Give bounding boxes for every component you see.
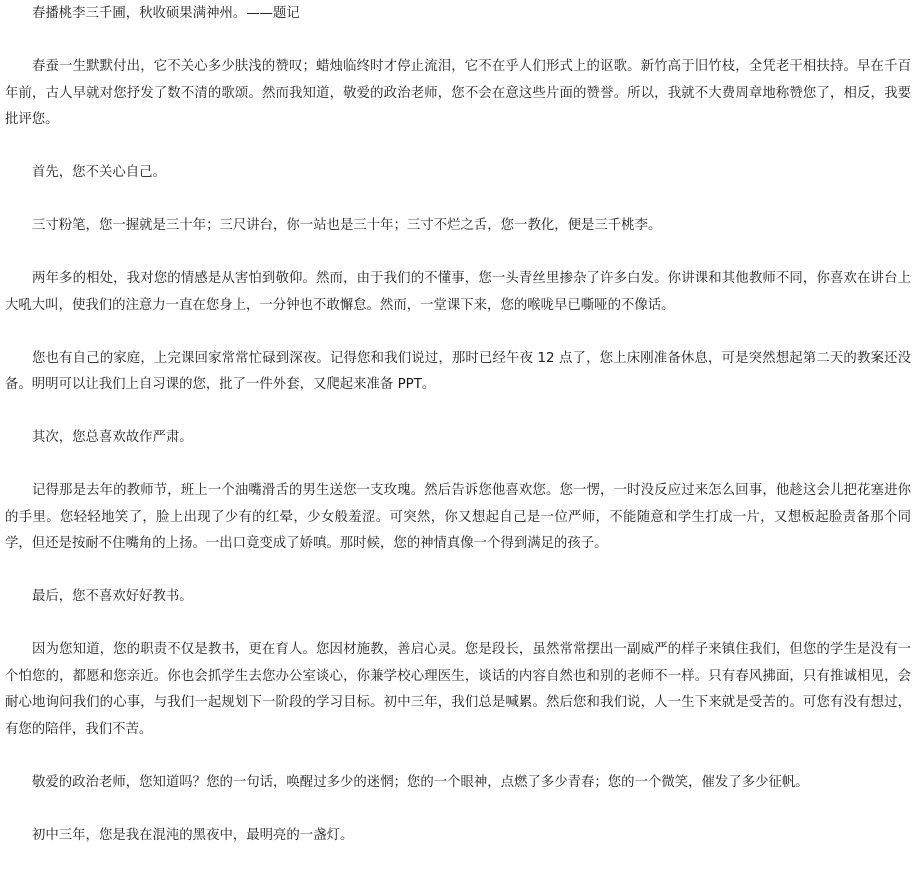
epigraph: 春播桃李三千圃，秋收硕果满神州。——题记 — [32, 6, 300, 21]
paragraph-intro: 春蚕一生默默付出，它不关心多少肤浅的赞叹；蜡烛临终时才停止流泪，它不在乎人们形式上的讴歌。新竹高于旧竹枝，全凭老干相扶持。早在千百年前，古人早就对您抒发了数不清的歌颂。然而我知道，敬爱的政治老师，您不会在意这些片面的赞誉。所以，我就不大费周章地称赞您了，相反，我要批评您。 — [5, 59, 911, 127]
paragraph-educating: 因为您知道，您的职责不仅是教书，更在育人。您因材施教，善启心灵。您是段长，虽然常常摆出一副威严的样子来镇住我们，但您的学生是没有一个怕您的，都愿和您亲近。你也会抓学生去您办公室谈心，你兼学校心理医生，谈话的内容自然也和别的老师不一样。只有春风拂面，只有推诚相见，会耐心地询问我们的心事，与我们一起规划下一阶段的学习目标。初中三年，我们总是喊累。然后您和我们说，人一生下来就是受苦的。可您有没有想过，有您的陪伴，我们不苦。 — [5, 642, 911, 737]
paragraph-second-point: 其次，您总喜欢故作严肃。 — [32, 430, 193, 445]
paragraph-teachers-day: 记得那是去年的教师节，班上一个油嘴滑舌的男生送您一支玫瑰。然后告诉您他喜欢您。您一愣，一时没反应过来怎么回事，他趁这会儿把花塞进你的手里。您轻轻地笑了，脸上出现了少有的红晕，少女般羞涩。可突然，你又想起自己是一位严师，不能随意和学生打成一片，又想板起脸责备那个同学，但还是按耐不住嘴角的上扬。一出口竟变成了娇嗔。那时候，您的神情真像一个得到满足的孩子。 — [5, 483, 911, 551]
essay-document — [5, 1, 911, 876]
paragraph-conclusion: 初中三年，您是我在混沌的黑夜中，最明亮的一盏灯。 — [32, 827, 354, 843]
paragraph-third-point: 最后，您不喜欢好好教书。 — [32, 589, 193, 604]
paragraph-dear-teacher: 敬爱的政治老师，您知道吗？您的一句话，唤醒过多少的迷惘；您的一个眼神，点燃了多少青春；您的一个微笑，催发了多少征帆。 — [32, 774, 809, 790]
paragraph-two-years: 两年多的相处，我对您的情感是从害怕到敬仰。然而，由于我们的不懂事，您一头青丝里掺杂了许多白发。你讲课和其他教师不同，你喜欢在讲台上大吼大叫，使我们的注意力一直在您身上，一分钟也不敢懈怠。然而，一堂课下来，您的喉咙早已嘶哑的不像话。 — [5, 271, 911, 313]
paragraph-chalk-podium: 三寸粉笔，您一握就是三十年；三尺讲台，你一站也是三十年；三寸不烂之舌，您一教化，便是三千桃李。 — [32, 218, 662, 233]
paragraph-first-point: 首先，您不关心自己。 — [32, 165, 166, 180]
paragraph-family: 您也有自己的家庭，上完课回家常常忙碌到深夜。记得您和我们说过，那时已经午夜 12 点了，您上床刚准备休息，可是突然想起第二天的教案还没备。明明可以让我们上自习课的您，批了一件外套，又爬起来准备 PPT。 — [5, 350, 911, 392]
